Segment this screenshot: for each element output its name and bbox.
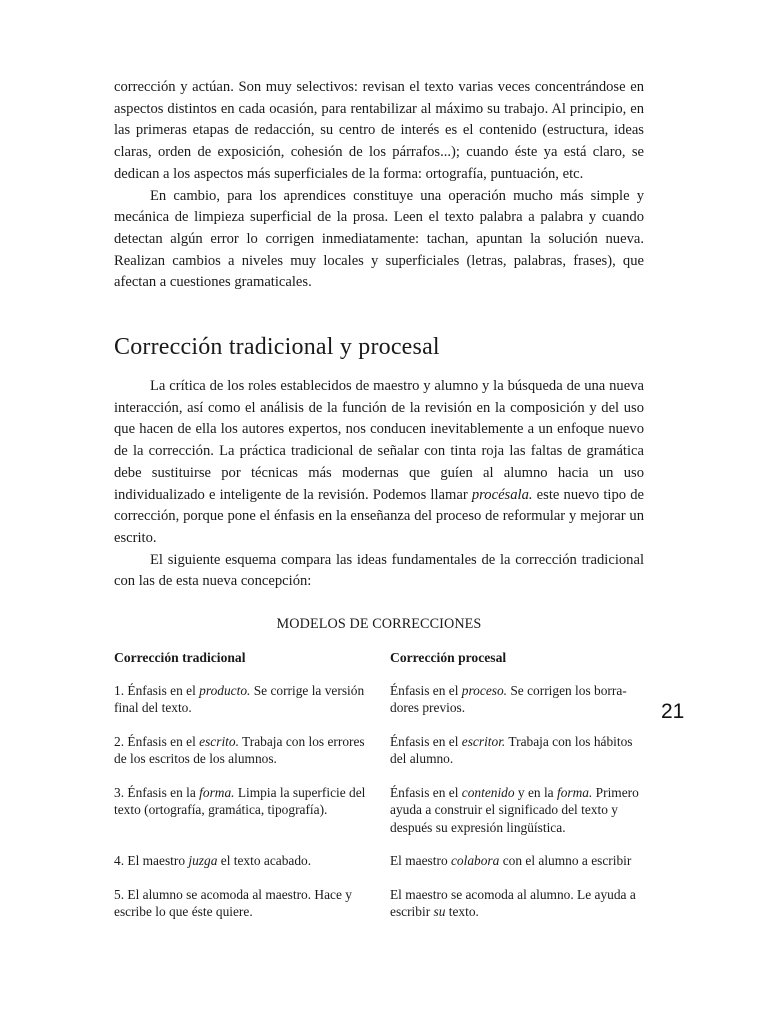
models-table [114,649,644,937]
cell-emphasis: su [433,904,446,920]
cell-text: Se corrigen los borra-dores previos. [390,682,627,716]
cell-emphasis: juzga [188,853,218,869]
process-cell [390,682,644,717]
cell-emphasis: proceso. [461,682,508,698]
traditional-cell [114,886,368,921]
models-table-row [114,733,644,768]
cell-emphasis: escritor. [461,733,506,749]
page-number: 21 [661,700,685,723]
cell-emphasis: forma. [199,784,235,800]
paragraph-1: corrección y actúan. Son muy selectivos: revisan el texto varias veces concentrándose en aspectos distintos en cada ocasión, para rentabilizar al máximo su trabajo. Al principio, en las primeras etapas de redacción, su centro de interés es el contenido (estructura, ideas claras, orden de exposición, cohesión de los párrafos...); cuando éste ya está claro, se dedican a los aspectos más superficiales de la forma: ortografía, puntuación, etc. [114,79,644,182]
traditional-cell [114,852,368,870]
cell-text: y en la [514,784,557,800]
traditional-cell [114,682,368,717]
column-header-process: Corrección procesal [390,650,507,666]
models-table-row [114,852,644,870]
cell-text: 3. Énfasis en la [114,784,200,800]
traditional-cell [114,784,368,837]
cell-text: 5. El alumno se acomoda al maestro. Hace y escribe lo que éste quiere. [114,886,352,920]
cell-text: Limpia la superficie del texto (ortografía, gramática, tipografía). [114,784,366,818]
section-paragraph-1-emphasis: procésala. [471,486,533,503]
section-paragraph-1 [114,376,644,550]
process-cell [390,733,644,768]
cell-text: 4. El maestro [114,853,189,869]
models-table-row [114,682,644,717]
traditional-cell [114,733,368,768]
cell-text: Se corrige la versión final del texto. [114,682,365,716]
cell-text: Énfasis en el [390,682,462,698]
section-heading: Corrección tradicional y procesal [114,334,440,361]
cell-text: El maestro [390,853,451,869]
cell-text: Trabaja con los errores de los escritos de los alumnos. [114,733,365,767]
column-header-traditional: Corrección tradicional [114,650,246,666]
process-cell [390,852,644,870]
process-cell [390,784,644,837]
cell-emphasis: escrito. [199,733,239,749]
page-body [114,77,644,937]
models-table-row [114,784,644,837]
cell-emphasis: producto. [199,682,251,698]
cell-emphasis: colabora [450,853,500,869]
cell-text: 2. Énfasis en el [114,733,200,749]
section-paragraph-1-text-b: este nuevo tipo de corrección, porque pone el énfasis en la enseñanza del proceso de reformular y mejorar un escrito. [114,486,644,546]
cell-text: con el alumno a escribir [499,853,632,869]
section-paragraph-1-text-a: La crítica de los roles establecidos de maestro y alumno y la búsqueda de una nueva interacción, así como el análisis de la función de la revisión en la composición y del uso que hacen de ella los autores expertos, nos conducen inevitablemente a un enfoque nuevo de la corrección. La práctica tradicional de señalar con tinta roja las faltas de gramática debe sustituirse por técnicas más modernas que guíen al alumno hacia un uso individualizado e inteligente de la revisión. Podemos llamar [114,378,644,503]
paragraph-2: En cambio, para los aprendices constituye una operación mucho más simple y mecánica de limpieza superficial de la prosa. Leen el texto palabra a palabra y cuando detectan algún error lo corrigen inmediatamente: tachan, apuntan la solución nueva. Realizan cambios a niveles muy locales y superficiales (letras, palabras, frases), que afectan a cuestiones gramaticales. [114,187,644,291]
models-table-header [114,649,644,667]
cell-text: texto. [445,904,479,920]
models-table-title: MODELOS DE CORRECCIONES [276,616,482,633]
cell-text: Énfasis en el [390,733,462,749]
cell-text: Énfasis en el [390,784,462,800]
cell-text: el texto acabado. [217,853,312,869]
cell-emphasis: forma. [556,784,593,800]
cell-text: Primero ayuda a construir el significado del texto y después su expresión lingüística. [390,784,639,835]
models-table-row [114,886,644,921]
cell-emphasis: contenido [461,784,515,800]
process-cell [390,886,644,921]
cell-text: 1. Énfasis en el [114,682,200,698]
cell-text: El maestro se acomoda al alumno. Le ayuda a escribir [390,886,636,920]
cell-text: Trabaja con los hábitos del alumno. [390,733,633,767]
section-paragraph-2: El siguiente esquema compara las ideas fundamentales de la corrección tradicional con las de esta nueva concepción: [114,551,644,590]
